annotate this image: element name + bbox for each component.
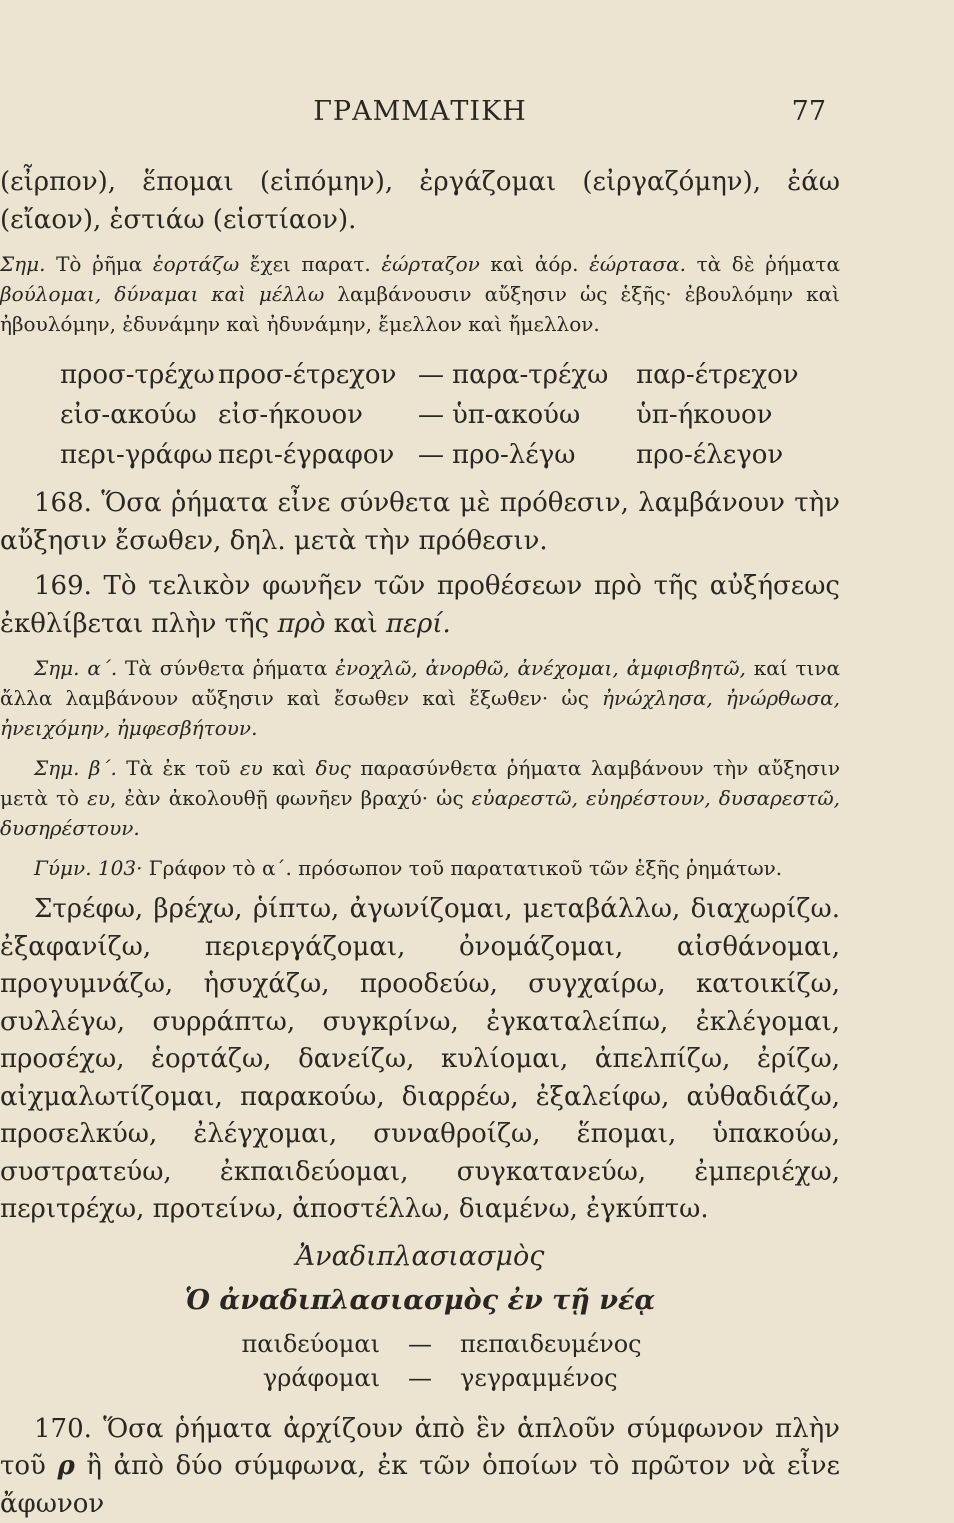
verb-example: ἑώρτασα. <box>589 252 686 276</box>
note-text: παρασύνθετα ῥήματα λαμβάνουν τὴν αὔξησιν μετὰ τὸ <box>0 756 840 810</box>
note-label: Σημ. β΄. <box>34 756 117 780</box>
verb-example: ευ <box>240 756 263 780</box>
paragraph-170 <box>0 1411 840 1523</box>
example-dash: — <box>418 355 452 395</box>
exercise-label: Γύμν. 103· <box>34 856 142 880</box>
example-cell: περι-έγραφον <box>218 435 418 475</box>
note-text: καὶ ἀόρ. <box>480 252 589 276</box>
verb-example: ἠνώχλησα, ἠνώρθωσα, ἠνειχόμην, ἠμφεσβήτουν. <box>0 686 840 740</box>
verb-example: δυς <box>315 756 350 780</box>
note-text: Τὸ ῥῆμα <box>45 252 152 276</box>
example-dash: — <box>418 435 452 475</box>
note-text: Τὰ σύνθετα ῥήματα <box>117 656 335 680</box>
letter-rho: ρ <box>57 1451 74 1481</box>
example-cell: προ-λέγω <box>452 435 636 475</box>
note-beta <box>0 753 840 843</box>
preposition: πρὸ <box>277 609 325 639</box>
example-cell: προσ-έτρεχον <box>218 355 418 395</box>
example-table <box>60 355 840 475</box>
example-row <box>60 435 840 475</box>
example-participle: πεπαιδευμένος <box>460 1327 700 1361</box>
page-number: 77 <box>792 96 826 127</box>
note-label: Σημ. α΄. <box>34 656 117 680</box>
verb-example: ἐνοχλῶ, ἀνορθῶ, ἀνέχομαι, ἀμφισβητῶ, <box>335 656 746 680</box>
note-paragraph <box>0 249 840 339</box>
example-cell: εἰσ-ήκουον <box>218 395 418 435</box>
example-cell: προ-έλεγον <box>636 435 816 475</box>
note-text: ἔχει παρατ. <box>239 252 381 276</box>
verb-example: ἑώρταζον <box>381 252 479 276</box>
example-cell: ὑπ-ήκουον <box>636 395 816 435</box>
section-subtitle: Ὁ ἀναδιπλασιασμὸς ἐν τῇ νέᾳ <box>0 1281 840 1321</box>
note-label: Σημ. <box>0 252 45 276</box>
example-cell: προσ-τρέχω <box>60 355 218 395</box>
note-text: καί τινα ἄλλα λαμβάνουν αὔξησιν καὶ ἔσωθεν καὶ ἔξωθεν· ὡς <box>0 656 840 710</box>
note-alpha <box>0 653 840 743</box>
example-dash: — <box>380 1327 460 1361</box>
verb-example: ἑορτάζω <box>153 252 239 276</box>
note-text: , ἐὰν ἀκολουθῇ φωνῆεν βραχύ· ὡς <box>110 786 472 810</box>
verb-example: εὐαρεστῶ, εὐηρέστουν, δυσαρεστῶ, δυσηρέστουν. <box>0 786 840 840</box>
paragraph-text: Ὅσα ῥήματα ἀρχίζουν ἀπὸ ἓν ἁπλοῦν σύμφωνον πλὴν τοῦ <box>0 1414 840 1482</box>
preposition: περί. <box>386 609 451 639</box>
verb-example: ευ <box>87 786 110 810</box>
example-cell: ὑπ-ακούω <box>452 395 636 435</box>
page-header <box>0 96 954 140</box>
exercise-text: Γράφον τὸ α΄. πρόσωπον τοῦ παρατατικοῦ τῶν ἑξῆς ῥημάτων. <box>142 856 782 880</box>
example-form: παιδεύομαι <box>140 1327 380 1361</box>
example-dash: — <box>418 395 452 435</box>
page-body <box>0 164 840 1523</box>
paragraph-number: 169. <box>34 571 92 601</box>
paragraph-number: 170. <box>34 1414 92 1444</box>
intro-paragraph: (εἶρπον), ἕπομαι (εἱπόμην), ἐργάζομαι (εἰργαζόμην), ἐάω (εἴαον), ἑστιάω (εἱστίαον). <box>0 164 840 239</box>
example-form: γράφομαι <box>140 1361 380 1395</box>
reduplication-example <box>0 1327 840 1361</box>
verb-list: Στρέφω, βρέχω, ῥίπτω, ἀγωνίζομαι, μεταβάλλω, διαχωρίζω. ἐξαφανίζω, περιεργάζομαι, ὀνομάζομαι, αἰσθάνομαι, προγυμνάζω, ἡσυχάζω, προοδεύω, συγχαίρω, κατοικίζω, συλλέγω, συρράπτω, συγκρίνω, ἐγκαταλείπω, ἐκλέγομαι, προσέχω, ἑορτάζω, δανείζω, κυλίομαι, ἀπελπίζω, ἐρίζω, αἰχμαλωτίζομαι, παρακούω, διαρρέω, ἐξαλείφω, αὐθαδιάζω, προσελκύω, ἐλέγχομαι, συναθροίζω, ἕπομαι, ὑπακούω, συστρατεύω, ἐκπαιδεύομαι, συγκατανεύω, ἐμπεριέχω, περιτρέχω, προτείνω, ἀποστέλλω, διαμένω, ἐγκύπτω. <box>0 891 840 1229</box>
note-text: Τὰ ἐκ τοῦ <box>117 756 240 780</box>
example-row <box>60 355 840 395</box>
paragraph-number: 168. <box>34 488 92 518</box>
verb-example: βούλομαι, δύναμαι καὶ μέλλω <box>0 282 324 306</box>
example-cell: παρα-τρέχω <box>452 355 636 395</box>
note-text: λαμβάνουσιν αὔξησιν ὡς ἑξῆς· ἐβουλόμην καὶ ἠβουλόμην, ἐδυνάμην καὶ ἠδυνάμην, ἔμελλον καὶ ἤμελλον. <box>0 282 840 336</box>
paragraph-text: Ὅσα ῥήματα εἶνε σύνθετα μὲ πρόθεσιν, λαμβάνουν τὴν αὔξησιν ἔσωθεν, δηλ. μετὰ τὴν πρόθεσιν. <box>0 488 840 556</box>
running-title: ΓΡΑΜΜΑΤΙΚΗ <box>0 96 840 127</box>
example-cell: περι-γράφω <box>60 435 218 475</box>
note-text: τὰ δὲ ῥήματα <box>686 252 840 276</box>
example-row <box>60 395 840 435</box>
paragraph-text: ἢ ἀπὸ δύο σύμφωνα, ἐκ τῶν ὁποίων τὸ πρῶτον νὰ εἶνε ἄφωνον <box>0 1451 840 1519</box>
reduplication-example <box>0 1361 840 1395</box>
example-dash: — <box>380 1361 460 1395</box>
section-title: Ἀναδιπλασιασμὸς <box>0 1237 840 1277</box>
example-cell: παρ-έτρεχον <box>636 355 816 395</box>
exercise-heading <box>0 853 840 883</box>
paragraph-text: καὶ <box>325 609 386 639</box>
example-participle: γεγραμμένος <box>460 1361 700 1395</box>
paragraph-text: Τὸ τελικὸν φωνῆεν τῶν προθέσεων πρὸ τῆς αὐξήσεως ἐκθλίβεται πλὴν τῆς <box>0 571 840 639</box>
paragraph-168 <box>0 485 840 560</box>
note-text: καὶ <box>263 756 316 780</box>
paragraph-169 <box>0 568 840 643</box>
example-cell: εἰσ-ακούω <box>60 395 218 435</box>
